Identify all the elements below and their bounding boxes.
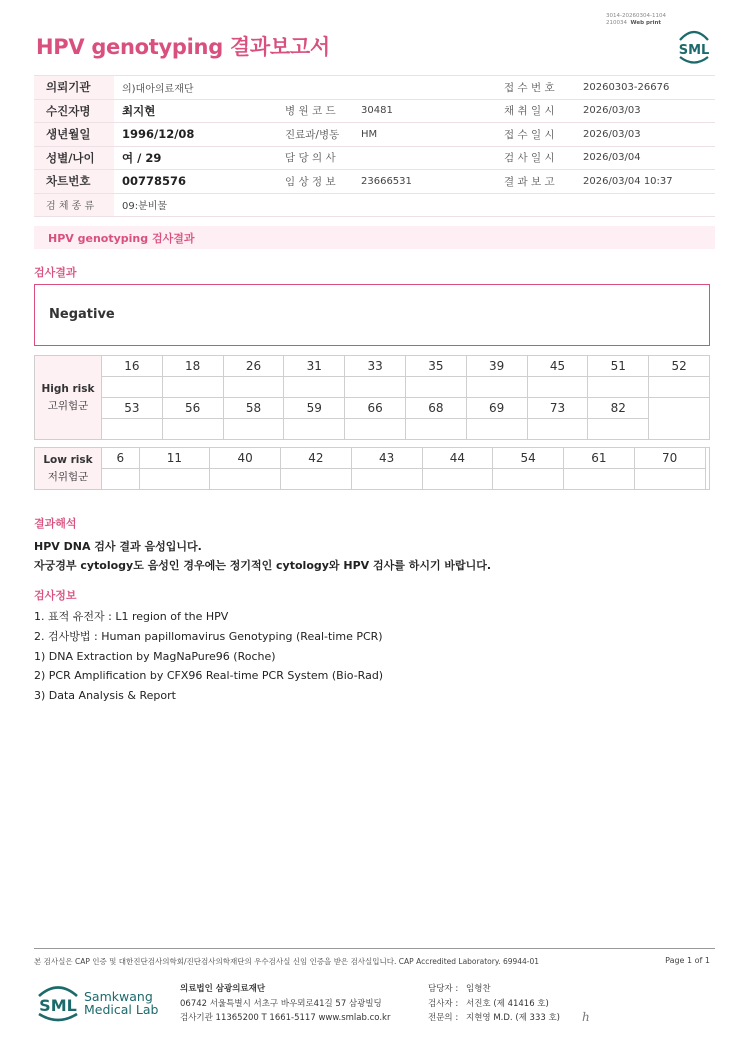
genotype-cell: 31 — [284, 356, 345, 377]
genotype-cell: 82 — [588, 398, 649, 419]
org-name: 의료법인 삼광의료재단 — [180, 984, 266, 994]
lab-name — [84, 990, 158, 1016]
result-box — [34, 284, 710, 346]
genotype-cell: 45 — [527, 356, 588, 377]
info-value: 여 / 29 — [114, 146, 271, 170]
info-key: 검 사 일 시 — [490, 146, 575, 170]
lab-name-line2: Medical Lab — [84, 1002, 159, 1017]
document-code — [606, 13, 666, 27]
genotype-cell: 51 — [588, 356, 649, 377]
genotype-result-cell — [139, 469, 210, 490]
genotype-result-cell — [527, 377, 588, 398]
genotype-result-cell — [493, 469, 564, 490]
empty-cell — [705, 448, 709, 490]
low-risk-label-en: Low risk — [43, 453, 93, 466]
info-key: 성별/나이 — [34, 146, 114, 170]
genotype-result-cell — [102, 377, 163, 398]
genotype-cell: 39 — [466, 356, 527, 377]
info-key: 의뢰기관 — [34, 76, 114, 100]
info-value: 30481 — [353, 99, 490, 123]
info-value: 00778576 — [114, 170, 271, 194]
genotype-cell: 70 — [634, 448, 705, 469]
genotype-cell: 61 — [564, 448, 635, 469]
low-risk-grid — [34, 447, 710, 490]
info-key: 담 당 의 사 — [271, 146, 353, 170]
interpretation-label: 결과해석 — [34, 517, 77, 530]
test-info-line: 3) Data Analysis & Report — [34, 689, 176, 703]
web-print-label: Web print — [630, 20, 662, 26]
info-key: 임 상 정 보 — [271, 170, 353, 194]
interpretation-line: HPV DNA 검사 결과 음성입니다. — [34, 540, 202, 553]
test-info-line: 1. 표적 유전자 : L1 region of the HPV — [34, 610, 229, 623]
info-value: 1996/12/08 — [114, 123, 271, 147]
result-value: Negative — [49, 307, 115, 322]
info-key: 진료과/병동 — [271, 123, 353, 147]
genotype-cell: 68 — [405, 398, 466, 419]
genotype-result-cell — [405, 377, 466, 398]
genotype-cell: 44 — [422, 448, 493, 469]
genotype-cell: 54 — [493, 448, 564, 469]
info-row — [34, 123, 715, 147]
sml-footer-logo-text: SML — [39, 996, 77, 1015]
info-key: 수진자명 — [34, 99, 114, 123]
info-value — [353, 146, 490, 170]
genotype-result-cell — [527, 419, 588, 440]
staff-role: 검사자 : — [428, 998, 459, 1009]
info-value: 2026/03/04 — [575, 146, 715, 170]
genotype-cell: 69 — [466, 398, 527, 419]
genotype-result-cell — [422, 469, 493, 490]
signature: ℎ — [582, 1010, 590, 1024]
page-title: HPV genotyping 결과보고서 — [36, 35, 330, 59]
high-risk-grid — [34, 355, 710, 440]
genotype-cell: 59 — [284, 398, 345, 419]
staff-row — [428, 1011, 560, 1026]
genotype-cell: 56 — [162, 398, 223, 419]
interpretation-line: 자궁경부 cytology도 음성인 경우에는 정기적인 cytology와 HPV 검사를 하시기 바랍니다. — [34, 559, 492, 572]
genotype-result-cell — [405, 419, 466, 440]
page-number: Page 1 of 1 — [665, 956, 710, 965]
genotype-result-cell — [351, 469, 422, 490]
info-key: 결 과 보 고 — [490, 170, 575, 194]
info-key: 생년월일 — [34, 123, 114, 147]
result-section-label: 검사결과 — [34, 266, 77, 279]
genotype-result-cell — [588, 419, 649, 440]
genotype-result-cell — [564, 469, 635, 490]
info-row — [34, 170, 715, 194]
lab-address: 06742 서울특별시 서초구 바우뫼로41길 57 삼광빌딩 — [180, 998, 382, 1009]
genotype-result-cell — [588, 377, 649, 398]
staff-row — [428, 982, 560, 997]
interpretation-text — [34, 537, 491, 575]
genotype-result-cell — [284, 419, 345, 440]
info-key: 접 수 번 호 — [490, 76, 575, 100]
genotype-result-cell — [210, 469, 281, 490]
genotype-cell: 6 — [102, 448, 140, 469]
staff-name: 서진호 (제 41416 호) — [466, 998, 549, 1009]
info-value: 09:분비물 — [114, 193, 715, 217]
genotype-cell: 35 — [405, 356, 466, 377]
genotype-cell: 53 — [102, 398, 163, 419]
genotype-cell: 52 — [649, 356, 710, 377]
info-row — [34, 193, 715, 217]
test-info-line: 2) PCR Amplification by CFX96 Real-time PCR System (Bio-Rad) — [34, 669, 384, 683]
staff-block — [428, 982, 560, 1026]
high-risk-label-en: High risk — [41, 382, 95, 395]
genotype-cell: 66 — [345, 398, 406, 419]
genotype-result-cell — [345, 377, 406, 398]
test-info-line: 2. 검사방법 : Human papillomavirus Genotyping (Real-time PCR) — [34, 629, 383, 643]
info-key: 차트번호 — [34, 170, 114, 194]
genotype-result-cell — [634, 469, 705, 490]
info-value: 최지현 — [114, 99, 271, 123]
genotype-cell: 58 — [223, 398, 284, 419]
info-value: 2026/03/03 — [575, 99, 715, 123]
genotype-result-cell — [466, 419, 527, 440]
test-info-line: 1) DNA Extraction by MagNaPure96 (Roche) — [34, 649, 276, 663]
info-value: 23666531 — [353, 170, 490, 194]
info-value: 의)대아의료재단 — [114, 76, 490, 100]
low-risk-label-ko: 저위험군 — [47, 470, 89, 483]
genotype-cell: 40 — [210, 448, 281, 469]
genotype-result-cell — [223, 419, 284, 440]
genotype-result-cell — [649, 377, 710, 398]
empty-cell — [649, 398, 710, 440]
info-row — [34, 146, 715, 170]
genotype-cell: 43 — [351, 448, 422, 469]
genotype-result-cell — [102, 419, 163, 440]
genotype-cell: 33 — [345, 356, 406, 377]
sml-logo — [676, 26, 712, 66]
document-code-line1: 3014-20260304-1104 — [606, 13, 666, 19]
info-value: 2026/03/04 10:37 — [575, 170, 715, 194]
sml-footer-logo — [36, 982, 80, 1022]
genotype-cell: 26 — [223, 356, 284, 377]
staff-role: 전문의 : — [428, 1013, 459, 1023]
footer-divider — [34, 948, 715, 949]
low-risk-label — [35, 448, 102, 490]
genotype-result-cell — [466, 377, 527, 398]
staff-name: 지현영 M.D. (제 333 호) — [466, 1013, 561, 1023]
genotype-cell: 18 — [162, 356, 223, 377]
info-key: 접 수 일 시 — [490, 123, 575, 147]
staff-name: 임형찬 — [466, 984, 491, 994]
genotype-result-cell — [284, 377, 345, 398]
info-key: 검 체 종 류 — [34, 193, 114, 217]
genotype-result-cell — [345, 419, 406, 440]
sml-logo-text: SML — [678, 43, 710, 58]
info-row — [34, 99, 715, 123]
test-info-list — [34, 607, 383, 706]
genotype-cell: 11 — [139, 448, 210, 469]
staff-role: 담당자 : — [428, 984, 459, 994]
info-value: 20260303-26676 — [575, 76, 715, 100]
genotype-result-cell — [162, 419, 223, 440]
genotype-cell: 73 — [527, 398, 588, 419]
info-key: 병 원 코 드 — [271, 99, 353, 123]
lab-contact: 검사기관 11365200 T 1661-5117 www.smlab.co.kr — [180, 1013, 391, 1023]
genotype-result-cell — [162, 377, 223, 398]
section-band-title: HPV genotyping 검사결과 — [34, 226, 715, 249]
info-row — [34, 76, 715, 100]
accreditation-note: 본 검사실은 CAP 인증 및 대한진단검사의학회/진단검사의학재단의 우수검사실 신임 인증을 받은 검사실입니다. CAP Accredited Laboratory. 69944-01 — [34, 957, 540, 966]
document-code-id: 210034 — [606, 20, 628, 26]
test-info-label: 검사정보 — [34, 589, 77, 602]
lab-name-line1: Samkwang — [84, 989, 153, 1004]
genotype-cell: 16 — [102, 356, 163, 377]
high-risk-label-ko: 고위험군 — [47, 399, 89, 412]
genotype-cell: 42 — [281, 448, 352, 469]
info-value: 2026/03/03 — [575, 123, 715, 147]
patient-info-table — [34, 75, 715, 217]
lab-address-block — [180, 982, 390, 1026]
genotype-result-cell — [281, 469, 352, 490]
staff-row — [428, 997, 560, 1012]
genotype-result-cell — [102, 469, 140, 490]
genotype-result-cell — [223, 377, 284, 398]
info-key: 채 취 일 시 — [490, 99, 575, 123]
info-value: HM — [353, 123, 490, 147]
high-risk-label — [35, 356, 102, 440]
